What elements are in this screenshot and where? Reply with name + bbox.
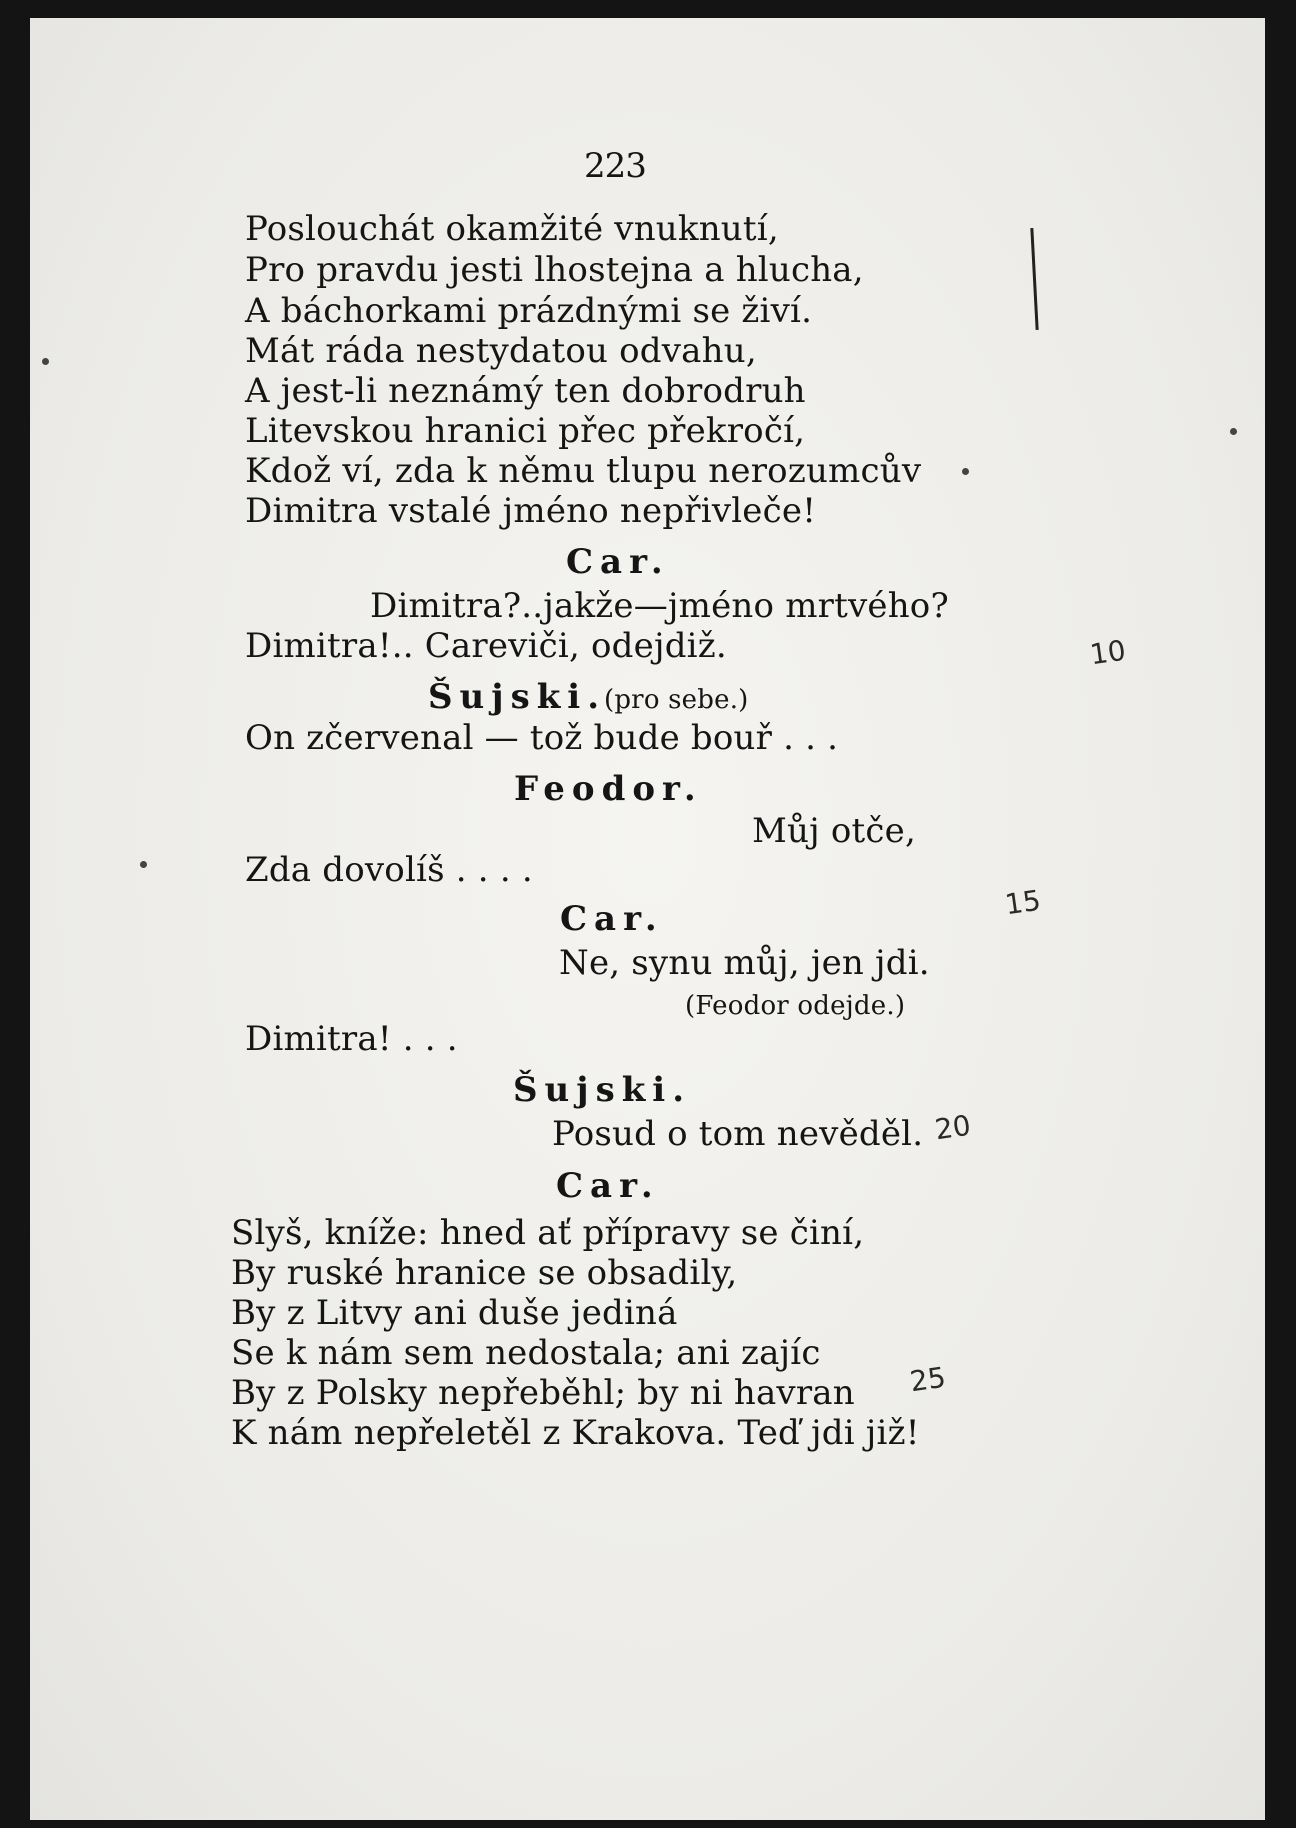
margin-bracket <box>1030 228 1038 330</box>
ink-speck <box>962 468 969 475</box>
speaker-name: Feodor. <box>514 769 703 809</box>
verse-line: By z Polsky nepřeběhl; by ni havran <box>231 1373 855 1413</box>
stage-direction: (pro sebe.) <box>604 685 749 715</box>
verse-line: A jest-li neznámý ten dobrodruh <box>245 371 806 411</box>
verse-line: A báchorkami prázdnými se živí. <box>245 291 813 331</box>
verse-line: Dimitra vstalé jméno nepřivleče! <box>245 491 817 531</box>
verse-line: Kdož ví, zda k němu tlupu nerozumcův <box>245 451 922 491</box>
verse-line: By ruské hranice se obsadily, <box>231 1253 738 1293</box>
verse-line: Se k nám sem nedostala; ani zajíc <box>231 1333 821 1373</box>
ink-speck <box>140 861 147 868</box>
margin-line-number: 25 <box>907 1360 948 1399</box>
margin-line-number: 20 <box>932 1108 973 1147</box>
verse-line: K nám nepřeletěl z Krakova. Teď jdi již! <box>231 1413 920 1453</box>
verse-line: Dimitra! . . . <box>245 1019 458 1059</box>
speaker-name: Car. <box>556 1166 660 1206</box>
verse-line: On zčervenal — tož bude bouř . . . <box>245 718 839 758</box>
speaker-name: Šujski. <box>513 1070 692 1110</box>
verse-line: Zda dovolíš . . . . <box>245 850 533 890</box>
page-number: 223 <box>584 146 646 186</box>
verse-line: By z Litvy ani duše jediná <box>231 1293 678 1333</box>
verse-line: Poslouchát okamžité vnuknutí, <box>245 209 779 249</box>
margin-line-number: 15 <box>1002 883 1043 922</box>
verse-line: Ne, synu můj, jen jdi. <box>559 943 930 983</box>
verse-line: Můj otče, <box>752 811 916 851</box>
verse-line: Dimitra?..jakže—jméno mrtvého? <box>370 586 949 626</box>
ink-speck <box>1230 428 1237 435</box>
stage-direction: (Feodor odejde.) <box>685 991 906 1021</box>
verse-line: Slyš, kníže: hned ať přípravy se činí, <box>231 1213 865 1253</box>
verse-line: Litevskou hranici přec překročí, <box>245 411 806 451</box>
speaker-name: Šujski. <box>428 677 607 717</box>
speaker-name: Car. <box>560 899 664 939</box>
ink-speck <box>42 358 49 365</box>
verse-line: Mát ráda nestydatou odvahu, <box>245 331 757 371</box>
verse-line: Dimitra!.. Careviči, odejdiž. <box>245 626 727 666</box>
speaker-name: Car. <box>566 542 670 582</box>
verse-line: Pro pravdu jesti lhostejna a hlucha, <box>245 250 864 290</box>
margin-line-number: 10 <box>1087 633 1128 672</box>
verse-line: Posud o tom nevěděl. <box>552 1114 924 1154</box>
book-page <box>30 18 1265 1820</box>
